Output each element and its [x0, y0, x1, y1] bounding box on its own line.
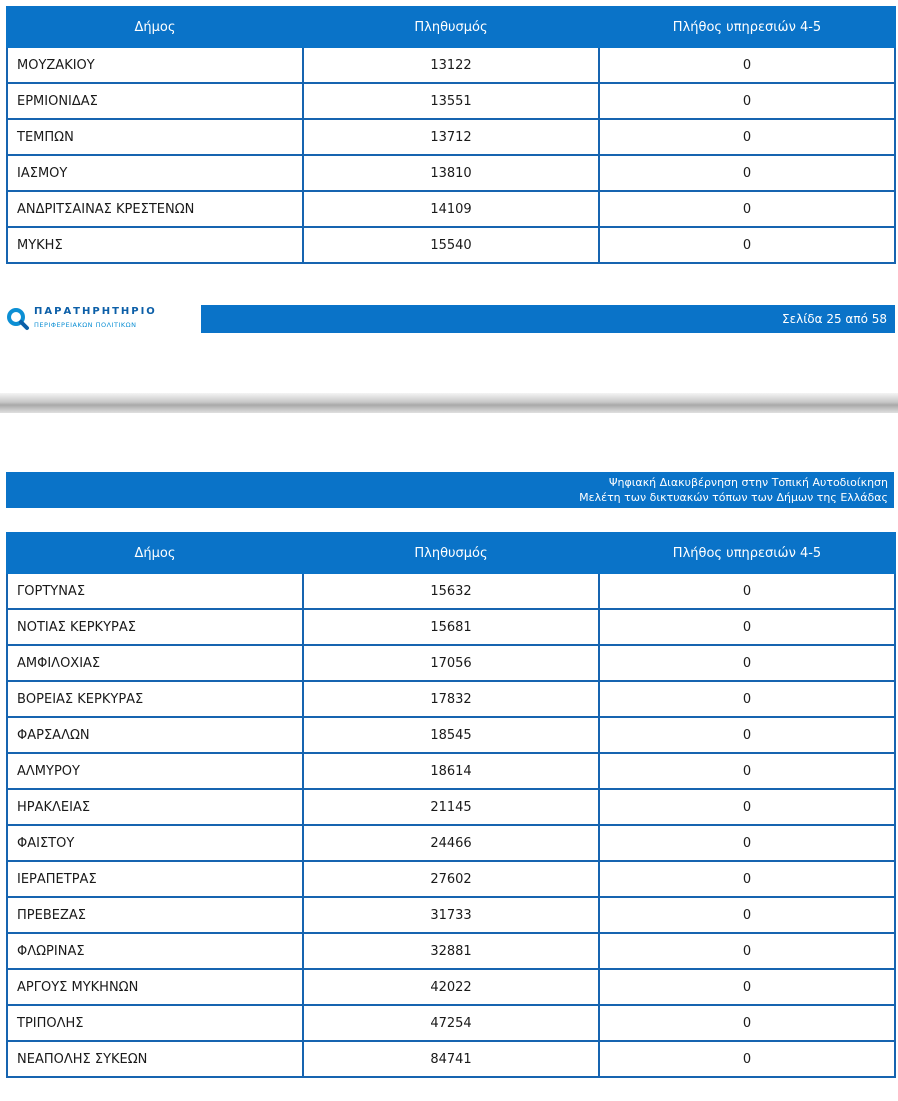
municipality-cell: ΑΡΓΟΥΣ ΜΥΚΗΝΩΝ — [7, 969, 303, 1005]
services-cell: 0 — [599, 789, 895, 825]
page-separator — [0, 393, 898, 413]
page-header-bar — [6, 472, 894, 508]
municipality-cell: ΦΑΡΣΑΛΩΝ — [7, 717, 303, 753]
population-cell: 42022 — [303, 969, 599, 1005]
services-cell: 0 — [599, 609, 895, 645]
municipality-cell: ΦΑΙΣΤΟΥ — [7, 825, 303, 861]
table-row — [7, 227, 895, 263]
table-row — [7, 609, 895, 645]
table-row — [7, 789, 895, 825]
municipality-cell: ΑΜΦΙΛΟΧΙΑΣ — [7, 645, 303, 681]
header-line-1: Ψηφιακή Διακυβέρνηση στην Τοπική Αυτοδιοίκηση — [608, 476, 888, 489]
table-row — [7, 969, 895, 1005]
header-line-2: Μελέτη των δικτυακών τόπων των Δήμων της Ελλάδας — [579, 491, 888, 504]
column-header-population: Πληθυσμός — [303, 533, 599, 573]
municipality-cell: ΜΟΥΖΑΚΙΟΥ — [7, 47, 303, 83]
table-body — [7, 47, 895, 263]
municipality-cell: ΙΑΣΜΟΥ — [7, 155, 303, 191]
table-row — [7, 933, 895, 969]
table-row — [7, 681, 895, 717]
population-cell: 47254 — [303, 1005, 599, 1041]
table-row — [7, 825, 895, 861]
population-cell: 15632 — [303, 573, 599, 609]
column-header-services: Πλήθος υπηρεσιών 4-5 — [599, 533, 895, 573]
municipality-cell: ΗΡΑΚΛΕΙΑΣ — [7, 789, 303, 825]
table-row — [7, 1005, 895, 1041]
logo-title: ΠΑΡΑΤΗΡΗΤΗΡΙΟ — [34, 306, 157, 317]
services-cell: 0 — [599, 227, 895, 263]
magnifier-logo-icon — [6, 307, 30, 331]
population-cell: 15681 — [303, 609, 599, 645]
services-cell: 0 — [599, 155, 895, 191]
logo-subtitle: ΠΕΡΙΦΕΡΕΙΑΚΩΝ ΠΟΛΙΤΙΚΩΝ — [34, 321, 137, 329]
population-cell: 32881 — [303, 933, 599, 969]
services-cell: 0 — [599, 191, 895, 227]
observatory-logo — [6, 304, 196, 338]
table-header-row — [7, 7, 895, 47]
population-cell: 21145 — [303, 789, 599, 825]
services-cell: 0 — [599, 645, 895, 681]
services-cell: 0 — [599, 897, 895, 933]
table-row — [7, 897, 895, 933]
table-row — [7, 1041, 895, 1077]
table-row — [7, 83, 895, 119]
municipality-cell: ΕΡΜΙΟΝΙΔΑΣ — [7, 83, 303, 119]
municipality-cell: ΤΡΙΠΟΛΗΣ — [7, 1005, 303, 1041]
municipality-cell: ΓΟΡΤΥΝΑΣ — [7, 573, 303, 609]
table-row — [7, 753, 895, 789]
municipality-cell: ΑΛΜΥΡΟΥ — [7, 753, 303, 789]
services-cell: 0 — [599, 83, 895, 119]
municipality-table-bottom — [6, 532, 896, 1078]
services-cell: 0 — [599, 753, 895, 789]
population-cell: 15540 — [303, 227, 599, 263]
municipality-cell: ΤΕΜΠΩΝ — [7, 119, 303, 155]
table-body — [7, 573, 895, 1077]
table-row — [7, 119, 895, 155]
table-row — [7, 47, 895, 83]
municipality-cell: ΑΝΔΡΙΤΣΑΙΝΑΣ ΚΡΕΣΤΕΝΩΝ — [7, 191, 303, 227]
column-header-population: Πληθυσμός — [303, 7, 599, 47]
services-cell: 0 — [599, 969, 895, 1005]
population-cell: 27602 — [303, 861, 599, 897]
population-cell: 24466 — [303, 825, 599, 861]
services-cell: 0 — [599, 861, 895, 897]
municipality-cell: ΙΕΡΑΠΕΤΡΑΣ — [7, 861, 303, 897]
table-row — [7, 645, 895, 681]
table-row — [7, 717, 895, 753]
services-cell: 0 — [599, 47, 895, 83]
municipality-cell: ΝΕΑΠΟΛΗΣ ΣΥΚΕΩΝ — [7, 1041, 303, 1077]
services-cell: 0 — [599, 1005, 895, 1041]
services-cell: 0 — [599, 1041, 895, 1077]
municipality-cell: ΦΛΩΡΙΝΑΣ — [7, 933, 303, 969]
municipality-cell: ΜΥΚΗΣ — [7, 227, 303, 263]
page-number: Σελίδα 25 από 58 — [782, 312, 887, 326]
services-cell: 0 — [599, 825, 895, 861]
municipality-table-top — [6, 6, 896, 264]
population-cell: 17056 — [303, 645, 599, 681]
table-row — [7, 191, 895, 227]
table-row — [7, 861, 895, 897]
population-cell: 13810 — [303, 155, 599, 191]
population-cell: 18545 — [303, 717, 599, 753]
services-cell: 0 — [599, 573, 895, 609]
column-header-services: Πλήθος υπηρεσιών 4-5 — [599, 7, 895, 47]
services-cell: 0 — [599, 933, 895, 969]
column-header-municipality: Δήμος — [7, 7, 303, 47]
column-header-municipality: Δήμος — [7, 533, 303, 573]
population-cell: 17832 — [303, 681, 599, 717]
page-footer-bar — [201, 305, 895, 333]
services-cell: 0 — [599, 717, 895, 753]
population-cell: 13122 — [303, 47, 599, 83]
population-cell: 84741 — [303, 1041, 599, 1077]
municipality-cell: ΒΟΡΕΙΑΣ ΚΕΡΚΥΡΑΣ — [7, 681, 303, 717]
table-row — [7, 573, 895, 609]
municipality-cell: ΝΟΤΙΑΣ ΚΕΡΚΥΡΑΣ — [7, 609, 303, 645]
population-cell: 31733 — [303, 897, 599, 933]
population-cell: 14109 — [303, 191, 599, 227]
table-row — [7, 155, 895, 191]
services-cell: 0 — [599, 681, 895, 717]
services-cell: 0 — [599, 119, 895, 155]
population-cell: 13551 — [303, 83, 599, 119]
population-cell: 13712 — [303, 119, 599, 155]
population-cell: 18614 — [303, 753, 599, 789]
table-header-row — [7, 533, 895, 573]
municipality-cell: ΠΡΕΒΕΖΑΣ — [7, 897, 303, 933]
